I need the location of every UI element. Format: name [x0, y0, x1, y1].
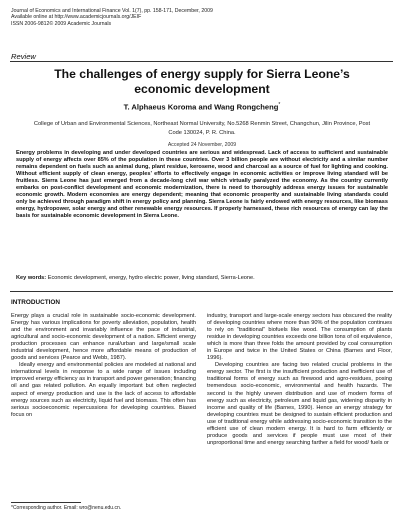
journal-url[interactable]: Available online at http://www.academicjournals.org/JEIF — [11, 14, 142, 21]
title-line-1: The challenges of energy supply for Sierra Leone’s — [54, 67, 350, 81]
section-heading-introduction: INTRODUCTION — [11, 299, 60, 306]
paragraph: industry, transport and large-scale energy sectors has obscured the reality of developing countries where more than 90% of the population continues to rely on “traditional” biofuels like wood. The consumption of plants residue in developing countries exceeds one billion tons of oil equivalence, which is more than three folds the amount provided by coal consumption in Europe and twice in the United States or China (Barnes and Floor, 1996). — [207, 313, 392, 362]
article-type-label: Review — [11, 52, 36, 61]
corresponding-author-mark: * — [278, 102, 281, 108]
author-names: T. Alphaeus Koroma and Wang Rongcheng — [123, 102, 279, 112]
article-title — [20, 67, 384, 97]
paragraph: Energy plays a crucial role in sustainable socio-economic development. Energy has various implications for poverty alleviation, population, health and the environment and invariably influence the pace of industrial, agricultural and socio-economic development of a nation. Efficient energy production processes can enhance rural/urban and large/small scale industrial development, hence more affordable means of production of goods and services (Pearce and Webb, 1987). — [11, 313, 196, 362]
journal-citation: Journal of Economics and International Finance Vol. 1(7), pp. 158-171, December, 2009 — [11, 8, 213, 14]
abstract: Energy problems in developing and under developed countries are serious and widespread. Lack of access to sufficient and sustainable supply of energy affects over 85% of the population in these countries. Over 3 billion people are without electricity and a similar number remains dependent on fuels such as animal dung, plant residue, kerosene, wood and charcoal as a source of fuel for lighting and cooking. Without efficient supply of clean energy, peoples’ efforts to effectively engage in economic activities or improve living standard will be fruitless. Sierra Leone has just emerged from a decade-long civil war which virtually paralyzed the economy. As the country currently embarks on post-conflict development and economic modernization, there is need to thoroughly address energy issues for sustainable economic growth. Modern economies are energy dependent; meaning that economic prosperity and sustainable living standards could only be achieved through paradigm shift in energy policy and planning. Sierra Leone is fairly endowed with energy resources, like biomass energy, hydropower, solar energy and other renewable energy resources. If properly harnessed, these rich resources of energy can lay the basis for sustainable economic development in Sierra Leone. — [16, 150, 388, 220]
author-affiliation: College of Urban and Environmental Sciences, Northeast Normal University, No.5268 Renmin Street, Changchun, Jilin Province, Post Code 130024, P. R. China. — [33, 121, 371, 136]
keywords-text: Economic development, energy, hydro electric power, living standard, Sierra-Leone. — [47, 275, 255, 281]
paragraph: Ideally energy and environmental policies are modeled at national and international levels in response to a wide range of issues including improved energy efficiency as in transport and power generation; financing oil and gas related pollution. An equally important but often neglected aspect of energy production and use is the lack of access to affordable energy sources such as electricity, liquid fuel and biomass. This often has serious socioeconomic repercussions for developing countries. Biased focus on — [11, 362, 196, 418]
paragraph: Developing countries are facing two related crucial problems in the energy sector. The first is the insufficient production and inefficient use of traditional forms of energy such as firewood and agro-residues, posing tremendous socio-economic, environmental and health hazards. The second is the highly uneven distribution and use of modern forms of energy such as electricity, petroleum and liquid gas, widening disparity in income and quality of life (Barnes, 1990). Hence an energy strategy for developing countries must be designed to sustain efficient production and use of traditional energy while addressing socio-economic transition to the efficient use of clean modern energy. It is hard to farm efficiently or produce goods and services if people must use most of their unproportional time and energy searching farther a field for wood/ fuels or — [207, 362, 392, 446]
corresponding-author-footnote: *Corresponding author. Email: wro@nenu.edu.cn. — [11, 505, 122, 511]
left-column — [11, 313, 196, 419]
author-list — [20, 102, 384, 112]
journal-issn: ISSN 2006-9812© 2009 Academic Journals — [11, 20, 112, 27]
footnote-divider — [11, 502, 81, 503]
header-divider — [10, 61, 393, 62]
accepted-date: Accepted 24 November, 2009 — [167, 142, 237, 148]
title-line-2: economic development — [134, 82, 270, 96]
keywords — [16, 275, 388, 282]
journal-header — [11, 8, 311, 27]
keywords-label: Key words: — [16, 275, 47, 281]
abstract-divider — [10, 291, 393, 292]
right-column — [207, 313, 392, 447]
